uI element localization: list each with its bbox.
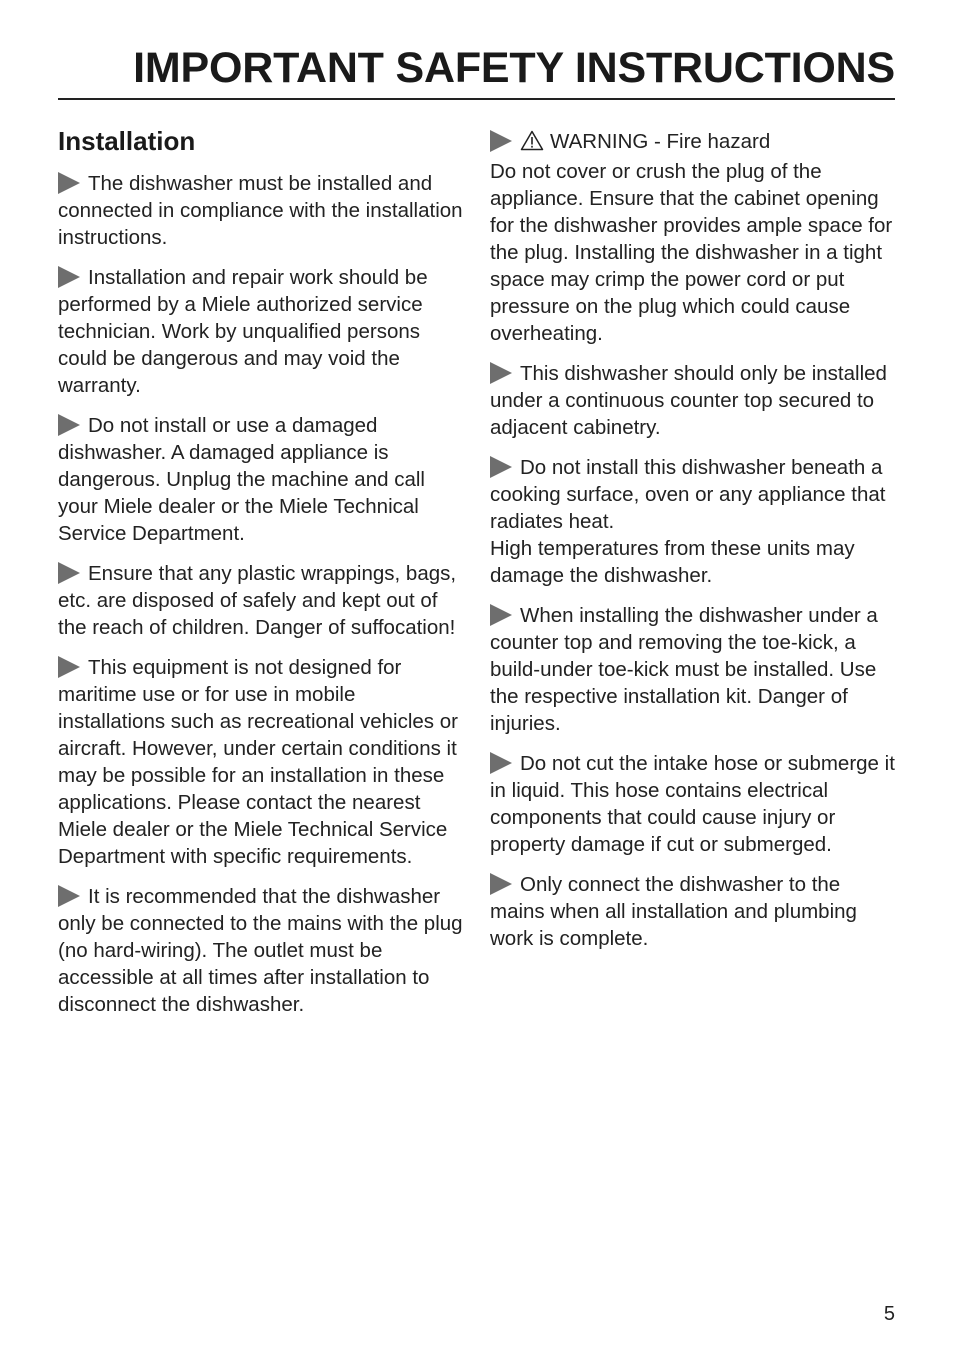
triangle-bullet-icon (58, 562, 80, 584)
instruction-paragraph: Do not install or use a damaged dishwasher. A damaged appliance is dangerous. Unplug the machine and call your Miele dealer or the Miele Technical Service Department. (58, 414, 425, 545)
instruction-paragraph: Do not install this dishwasher beneath a cooking surface, oven or any appliance that radiates heat. High temperatures from these units may damage the dishwasher. (490, 456, 886, 587)
triangle-bullet-icon (490, 604, 512, 626)
instruction-paragraph: Installation and repair work should be performed by a Miele authorized service technician. Work by unqualified persons could be dangerous and may void the warranty. (58, 266, 428, 397)
right-column (490, 128, 900, 965)
triangle-bullet-icon (490, 130, 512, 152)
heat-note: High temperatures from these units may damage the dishwasher. (490, 537, 855, 587)
warning-paragraph (490, 128, 900, 347)
instruction-paragraph: Do not cut the intake hose or submerge it in liquid. This hose contains electrical components that could cause injury or property damage if cut or submerged. (490, 752, 895, 856)
page-number: 5 (883, 1303, 895, 1325)
instruction-paragraph: The dishwasher must be installed and connected in compliance with the installation instructions. (58, 172, 463, 249)
page-title: IMPORTANT SAFETY INSTRUCTIONS (133, 44, 895, 92)
instruction-paragraph: Ensure that any plastic wrappings, bags, etc. are disposed of safely and kept out of the reach of children. Danger of suffocation! (58, 562, 457, 639)
triangle-bullet-icon (58, 266, 80, 288)
warning-heading: WARNING - Fire hazard (550, 130, 771, 153)
triangle-bullet-icon (58, 885, 80, 907)
instruction-paragraph: This equipment is not designed for maritime use or for use in mobile installations such as recreational vehicles or aircraft. However, under certain conditions it may be possible for an installation in these applications. Please contact the nearest Miele dealer or the Miele Technical Service Department with specific requirements. (58, 656, 458, 868)
triangle-bullet-icon (58, 656, 80, 678)
instruction-paragraph: This dishwasher should only be installed under a continuous counter top secured to adjacent cabinetry. (490, 362, 887, 439)
left-column (58, 124, 468, 1031)
instruction-paragraph: It is recommended that the dishwasher only be connected to the mains with the plug (no hard-wiring). The outlet must be accessible at all times after installation to disconnect the dishwasher. (58, 885, 463, 1016)
warning-text: Do not cover or crush the plug of the appliance. Ensure that the cabinet opening for the dishwasher provides ample space for the plug. Installing the dishwasher in a tight space may crimp the power cord or put pressure on the plug which could cause overheating. (490, 160, 893, 345)
instruction-paragraph: Only connect the dishwasher to the mains when all installation and plumbing work is complete. (490, 873, 857, 950)
triangle-bullet-icon (58, 172, 80, 194)
triangle-bullet-icon (490, 362, 512, 384)
section-title-installation: Installation (58, 126, 196, 156)
triangle-bullet-icon (490, 456, 512, 478)
triangle-bullet-icon (490, 873, 512, 895)
instruction-paragraph: When installing the dishwasher under a counter top and removing the toe-kick, a build-under toe-kick must be installed. Use the respective installation kit. Danger of injuries. (490, 604, 878, 735)
triangle-bullet-icon (490, 752, 512, 774)
header-divider (58, 98, 895, 100)
warning-triangle-icon (520, 130, 544, 158)
triangle-bullet-icon (58, 414, 80, 436)
